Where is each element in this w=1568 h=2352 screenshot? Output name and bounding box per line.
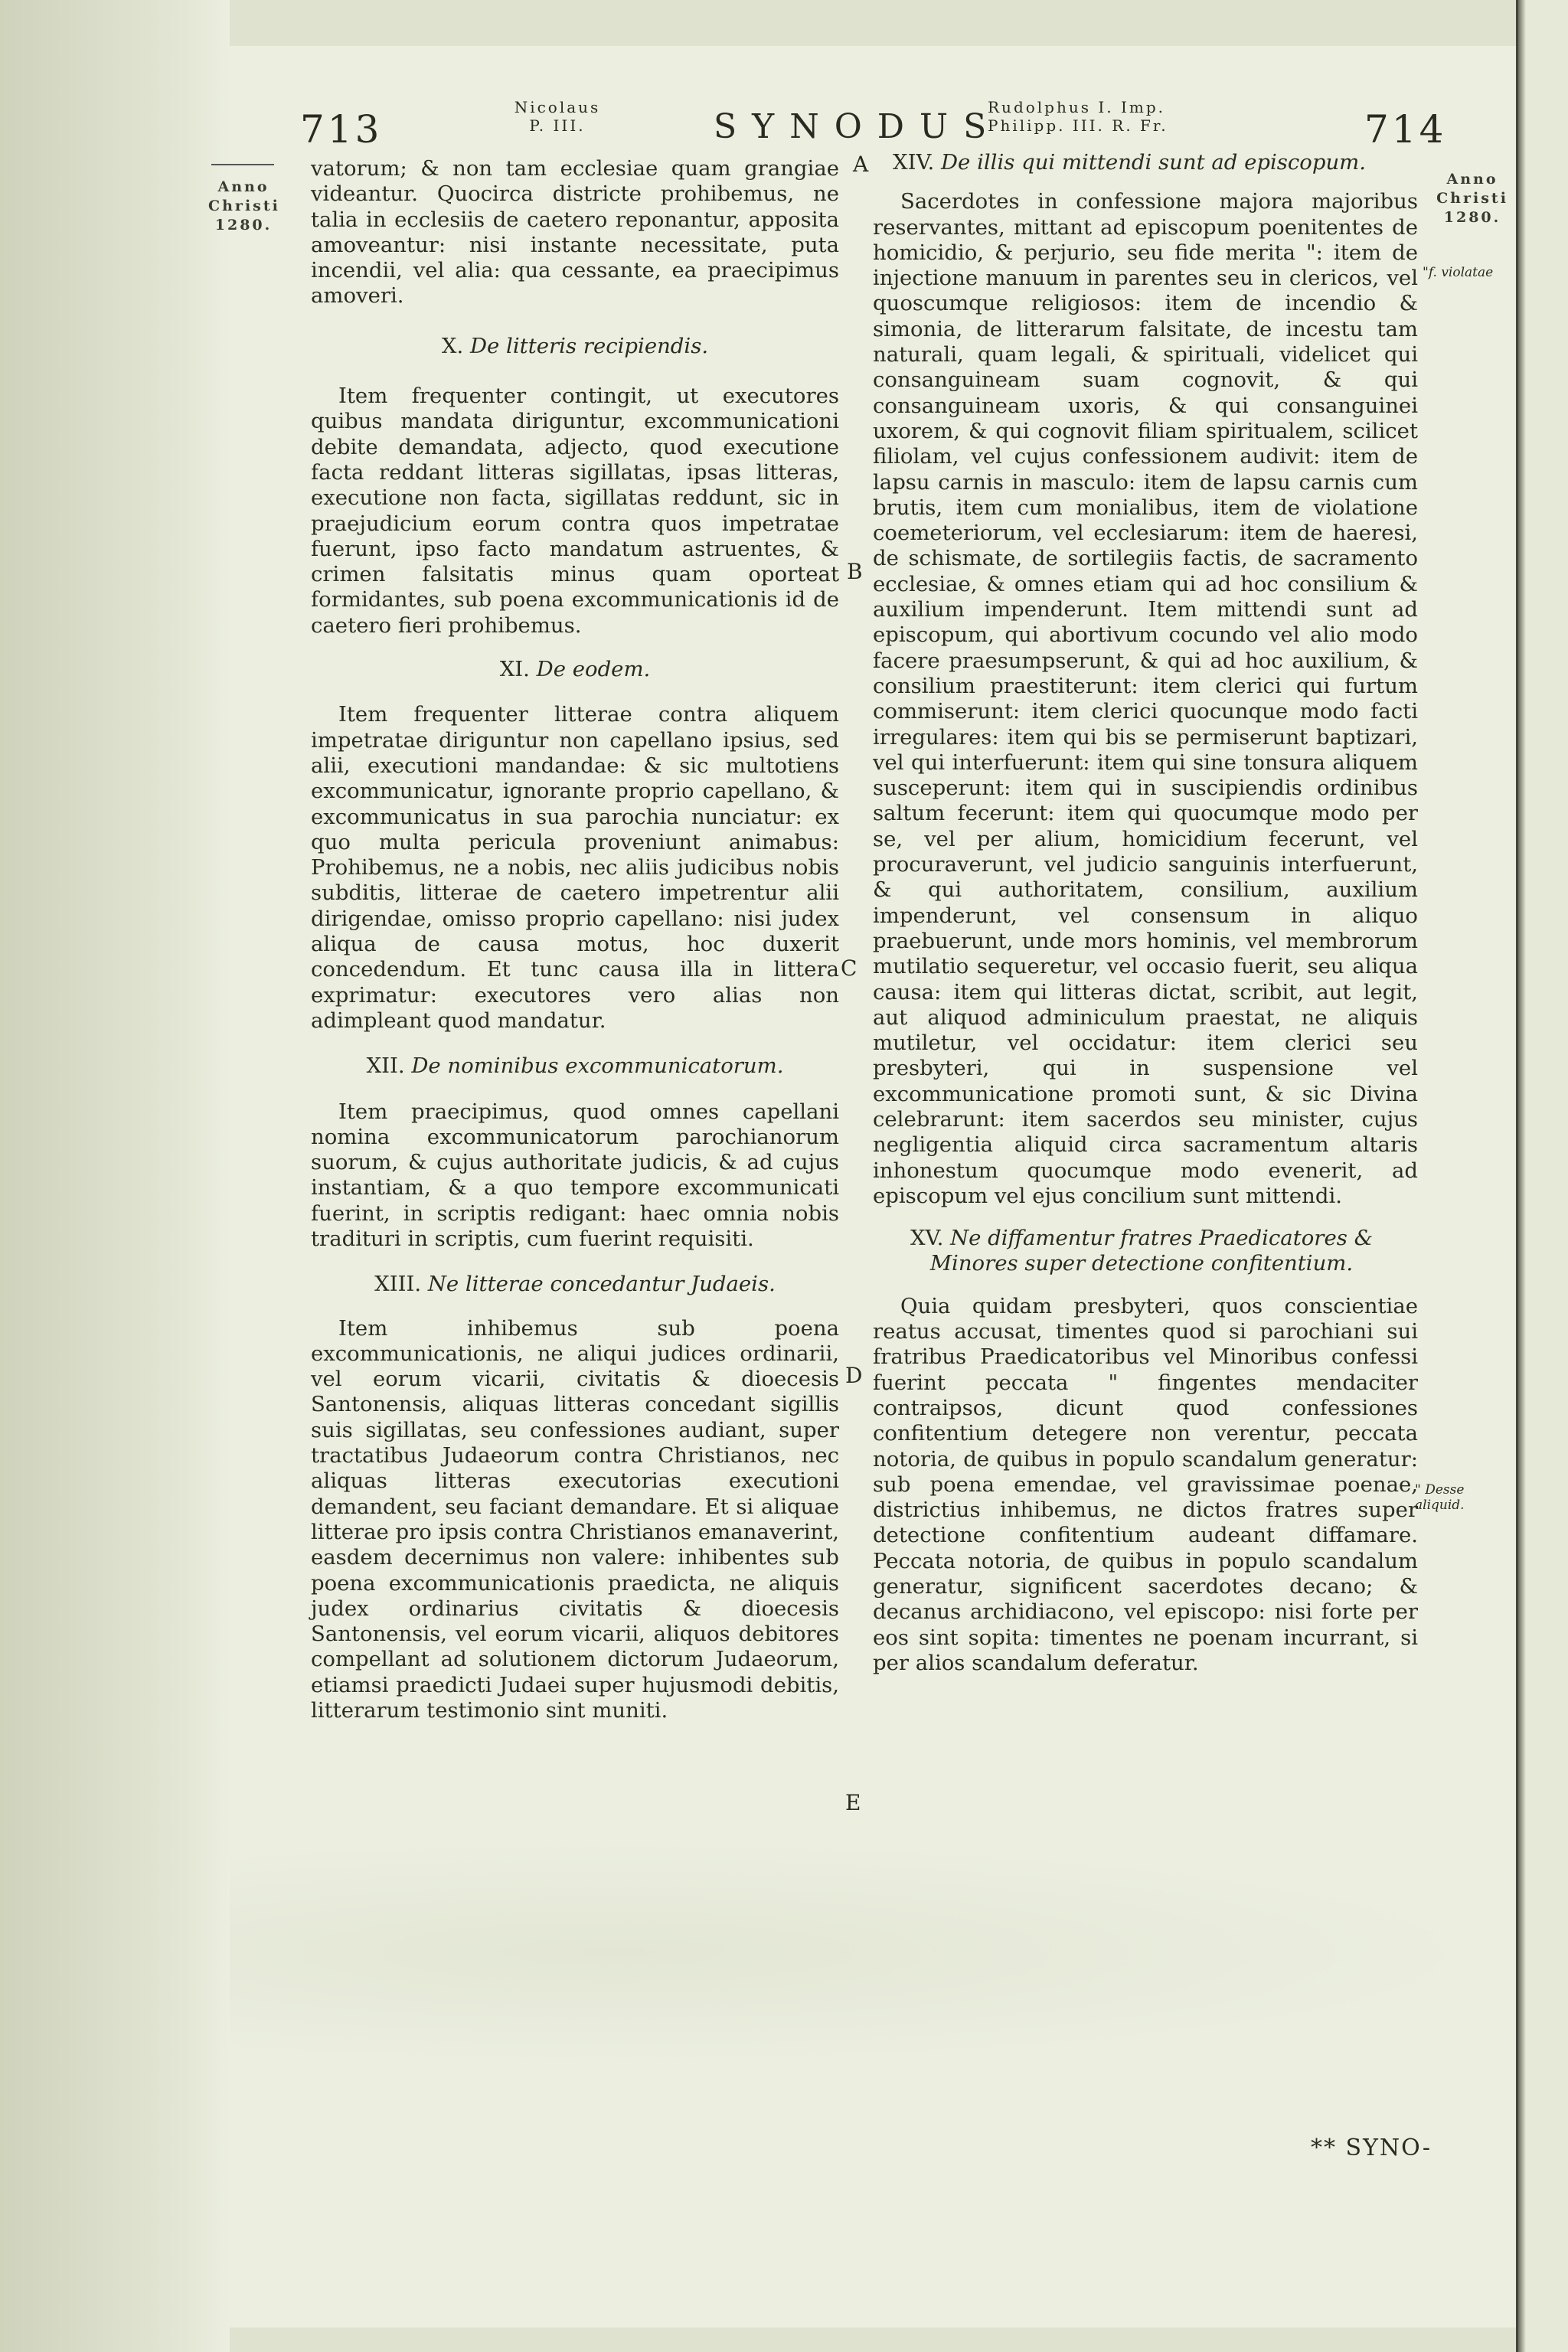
heading-xv bbox=[873, 1226, 1418, 1277]
anno-left-year: 1280. bbox=[214, 217, 273, 234]
heading-xiii-title: Ne litterae concedantur Judaeis. bbox=[427, 1272, 776, 1297]
heading-xii-title: De nominibus excommunicatorum. bbox=[411, 1054, 784, 1079]
anno-left-christi: Christi bbox=[208, 198, 280, 214]
page-number-left: 713 bbox=[300, 107, 383, 152]
paragraph-continuation: vatorum; & non tam ecclesiae quam grangiae videantur. Quocirca districte prohibemus, ne talia in ecclesiis de caetero reponantur, apposita amoveantur: nisi instante necessitate, puta incendii, vel alia: qua cessante, ea praecipimus amoveri. bbox=[311, 156, 839, 309]
heading-xiii-number: XIII. bbox=[374, 1272, 422, 1297]
marker-d: D bbox=[845, 1363, 863, 1388]
heading-xiv-title: De illis qui mittendi sunt ad episcopum. bbox=[941, 150, 1366, 175]
header-emperor: Rudolphus I. Imp. bbox=[988, 98, 1166, 116]
header-rulers bbox=[988, 98, 1194, 135]
anno-right bbox=[1430, 170, 1514, 227]
catchword: ** SYNO- bbox=[1311, 2135, 1432, 2161]
page-stain bbox=[230, 1838, 1516, 2067]
header-king: Philipp. III. R. Fr. bbox=[988, 116, 1168, 135]
anno-right-year: 1280. bbox=[1443, 209, 1501, 226]
marker-b: B bbox=[847, 559, 863, 584]
heading-xi-title: De eodem. bbox=[536, 657, 651, 682]
paragraph-xiv: Sacerdotes in confessione majora majoribus reservantes, mittant ad episcopum poenitentes de homicidio, & perjurio, seu fide merita ": item de injectione manuum in parentes seu in clericos, vel quoscumque religiosos: item de incendio & simonia, de litterarum falsitate, de incestu tam naturali, quam legali, & spirituali, videlicet qui consanguineam suam cognovit, & qui consanguineam uxoris, & qui consanguinei uxorem, & qui cognovit filiam spiritualem, scilicet filiolam, vel cujus confessionem audivit: item de lapsu carnis in masculo: item de lapsu carnis cum brutis, item cum monialibus, item de violatione coemeteriorum, vel ecclesiarum: item de haeresi, de schismate, de sortilegiis factis, de sacramento ecclesiae, & omnes etiam qui ad hoc consilium & auxilium impenderunt. Item mittendi sunt ad episcopum, qui abortivum cocundo vel alio modo facere praesumpserunt, & qui ad hoc auxilium, & consilium praestiterunt: item clerici qui furtum commiserunt: item clerici quocunque modo facti irregulares: item qui bis se permiserunt baptizari, vel qui interfuerunt: item qui sine tonsura aliquem susceperunt: item qui in suscipiendis ordinibus saltum fecerunt: item qui quocumque modo per se, vel per alium, homicidium fecerunt, vel procuraverunt, vel judicio sanguinis interfuerunt, & qui authoritatem, consilium, auxilium impenderunt, vel consensum in aliquo praebuerunt, unde mors hominis, vel membrorum mutilatio sequeretur, vel occasio fuerit, seu aliqua causa: item qui litteras dictat, scribit, aut legit, aut aliquod adminiculum praestat, ne aliquis mutiletur, vel occidatur: item clerici seu presbyteri, qui in suspensione vel excommunicatione promoti sunt, & sic Divina celebrarunt: item sacerdos seu minister, cujus negligentia aliquid circa sacramentum altaris inhonestum quocumque modo evenerit, ad episcopum vel ejus concilium sunt mittendi. bbox=[873, 189, 1418, 1208]
paragraph-xv: Quia quidam presbyteri, quos conscientiae reatus accusat, timentes quod si parochiani sui fratribus Praedicatoribus vel Minoribus confessi fuerint peccata " fingentes mendaciter contraipsos, dicunt quod confessiones confitentium detegere non verentur, peccata notoria, de quibus in populo scandalum generatur: sub poena emendae, vel gravissimae poenae, districtius inhibemus, ne dictos fratres super detectione confitentium audeant diffamare. Peccata notoria, de quibus in populo scandalum generatur, significent sacerdotes decano; & decanus archidiacono, vel episcopo: nisi forte per eos sint sopita: timentes ne poenam incurrant, si per alios scandalum deferatur. bbox=[873, 1293, 1418, 1675]
paragraph-xiii: Item inhibemus sub poena excommunicationis, ne aliqui judices ordinarii, vel eorum vicarii, civitatis & dioecesis Santonensis, aliquas litteras concedant sigillis suis sigillatas, seu confessiones audiant, super tractatibus Judaeorum contra Christianos, nec aliquas litteras executorias executioni demandent, seu faciant demandare. Et si aliquae litterae pro ipsis contra Christianos emanaverint, easdem decernimus non valere: inhibentes sub poena excommunicationis praedicta, ne aliquis judex ordinarius civitatis & dioecesis Santonensis, vel eorum vicarii, aliquos debitores compellant ad solutionem dictorum Judaeorum, etiamsi praedicti Judaei super hujusmodi debitis, litterarum testimonio sint muniti. bbox=[311, 1315, 840, 1723]
left-column bbox=[311, 156, 839, 1723]
heading-xi-number: XI. bbox=[499, 657, 530, 682]
right-column bbox=[873, 150, 1418, 1676]
marker-c: C bbox=[841, 956, 858, 981]
header-pope-name: Nicolaus bbox=[514, 98, 601, 116]
header-pope-number: P. III. bbox=[529, 116, 586, 135]
anno-left bbox=[208, 178, 279, 235]
next-page-shadow bbox=[1518, 0, 1526, 2352]
anno-left-label: Anno bbox=[217, 178, 270, 195]
heading-x-number: X. bbox=[441, 333, 464, 358]
header-pope bbox=[511, 98, 603, 135]
paragraph-xii: Item praecipimus, quod omnes capellani nomina excommunicatorum parochianorum suorum, & cujus authoritate judicis, & ad cujus instantiam, & a quo tempore excommunicati fuerint, in scriptis redigant: haec omnia nobis tradituri in scriptis, cum fuerint requisiti. bbox=[311, 1099, 839, 1251]
heading-xv-title: Ne diffamentur fratres Praedicatores & Minores super detectione confitentium. bbox=[929, 1226, 1374, 1276]
anno-rule bbox=[211, 164, 274, 165]
anno-right-label: Anno bbox=[1446, 171, 1498, 188]
heading-xv-number: XV. bbox=[910, 1226, 944, 1251]
heading-xiii bbox=[311, 1272, 839, 1297]
anno-right-christi: Christi bbox=[1436, 190, 1508, 207]
page-number-right: 714 bbox=[1364, 107, 1447, 152]
heading-xi bbox=[311, 657, 839, 682]
margin-note-desse: " Desse aliquid. bbox=[1415, 1482, 1465, 1513]
paragraph-x: Item frequenter contingit, ut executores quibus mandata diriguntur, excommunicationi debite demandata, adjecto, quod executione facta reddant litteras sigillatas, ipsas litteras, executione non facta, sigillatas reddunt, sic in praejudicium eorum contra quos impetratae fuerunt, ipso facto mandatum astruentes, & crimen falsitatis minus quam oporteat formidantes, sub poena excommunicationis id de caetero fieri prohibemus. bbox=[311, 384, 839, 638]
heading-xii bbox=[311, 1054, 839, 1079]
heading-x-title: De litteris recipiendis. bbox=[469, 333, 709, 358]
heading-x bbox=[311, 334, 839, 359]
next-page-edge bbox=[1516, 0, 1568, 2352]
marker-a: A bbox=[853, 152, 869, 177]
paragraph-xi: Item frequenter litterae contra aliquem impetratae diriguntur non capellano ipsius, sed alii, executioni mandandae: & sic multotiens excommunicatur, ignorante proprio capellano, & excommunicatus in sua parochia nunciatur: ex quo multa pericula proveniunt animabus: Prohibemus, ne a nobis, nec aliis judicibus nobis subditis, litterae de caetero impetrentur alii dirigendae, omisso proprio capellano: nisi judex aliqua de causa motus, hoc duxerit concedendum. Et tunc causa illa in littera exprimatur: executores vero alias non adimpleant quod mandatur. bbox=[311, 702, 839, 1033]
heading-xiv-number: XIV. bbox=[893, 150, 935, 175]
margin-note-violatae: "f. violatae bbox=[1423, 265, 1494, 280]
running-title: SYNODUS bbox=[714, 107, 1002, 146]
heading-xii-number: XII. bbox=[366, 1054, 405, 1079]
marker-e: E bbox=[845, 1790, 861, 1815]
heading-xiv bbox=[873, 150, 1418, 175]
book-gutter bbox=[0, 0, 230, 2352]
